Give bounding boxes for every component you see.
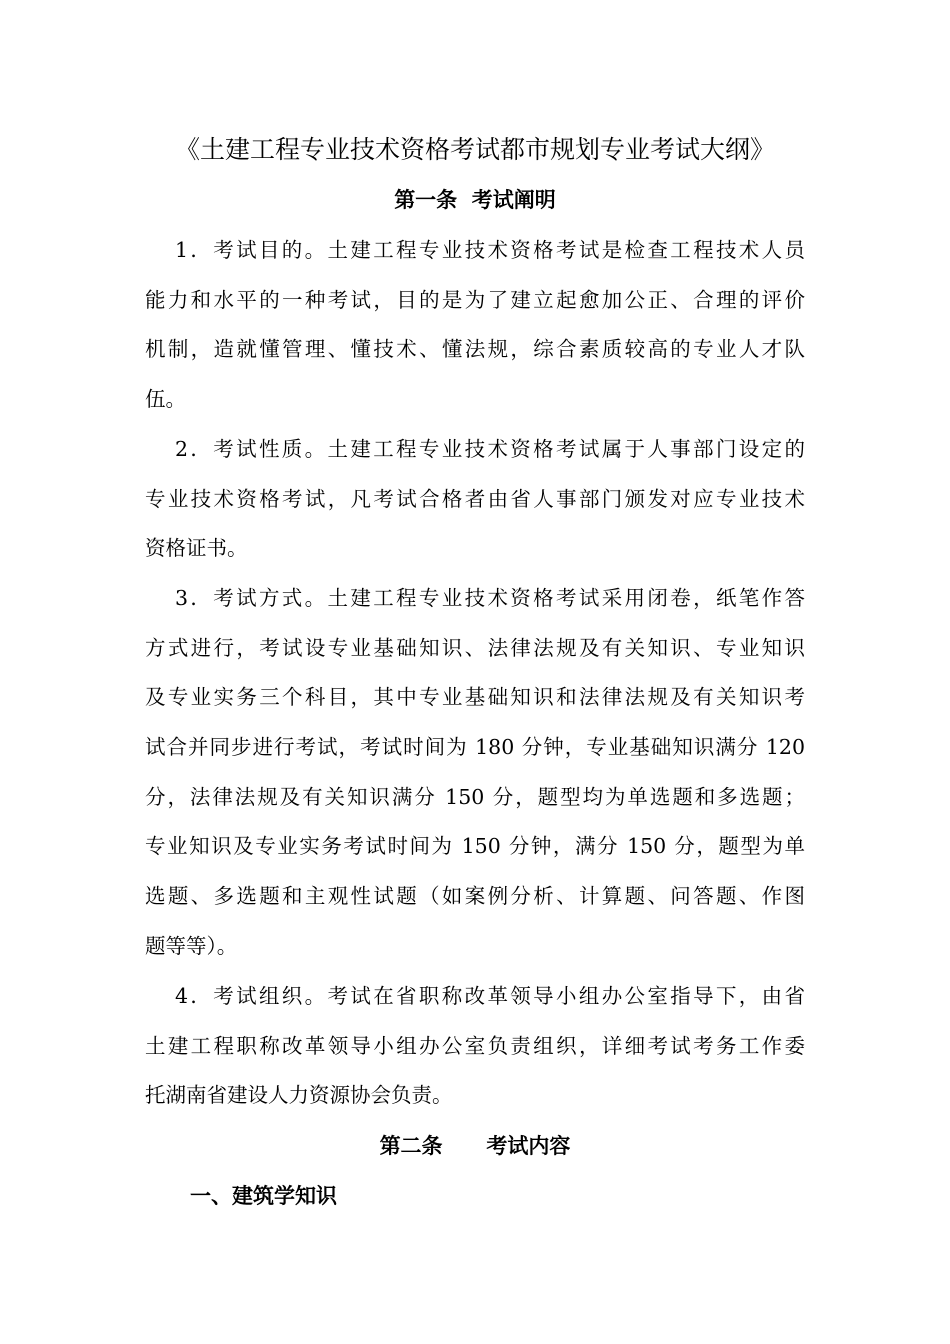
paragraph-line: 分，法律法规及有关知识满分 150 分，题型均为单选题和多选题； xyxy=(145,784,805,809)
paragraph-exam-nature xyxy=(145,425,805,574)
paragraph-line: 伍。 xyxy=(145,387,186,412)
paragraph-line: 资格证书。 xyxy=(145,536,248,561)
paragraph-line: 1．考试目的。土建工程专业技术资格考试是检查工程技术人员 xyxy=(175,238,805,262)
paragraph-line: 试合并同步进行考试，考试时间为 180 分钟，专业基础知识满分 120 xyxy=(145,735,805,760)
paragraph-line: 4．考试组织。考试在省职称改革领导小组办公室指导下，由省 xyxy=(175,984,805,1008)
paragraph-line: 题等等）。 xyxy=(145,933,238,958)
document-title: 《土建工程专业技术资格考试都市规划专业考试大纲》 xyxy=(174,135,775,164)
paragraph-line: 能力和水平的一种考试，目的是为了建立起愈加公正、合理的评价 xyxy=(145,287,805,312)
section-heading-exam-content: 第二条 考试内容 xyxy=(379,1134,571,1158)
paragraph-line: 选题、多选题和主观性试题（如案例分析、计算题、问答题、作图 xyxy=(145,884,805,909)
paragraph-line: 专业知识及专业实务考试时间为 150 分钟，满分 150 分，题型为单 xyxy=(145,834,805,859)
paragraph-line: 2．考试性质。土建工程专业技术资格考试属于人事部门设定的 xyxy=(175,437,805,461)
paragraph-line: 及专业实务三个科目，其中专业基础知识和法律法规及有关知识考 xyxy=(145,685,805,710)
paragraph-exam-organization xyxy=(145,972,805,1121)
paragraph-line: 土建工程职称改革领导小组办公室负责组织，详细考试考务工作委 xyxy=(145,1033,805,1058)
paragraph-line: 方式进行，考试设专业基础知识、法律法规及有关知识、专业知识 xyxy=(145,635,805,660)
paragraph-line: 机制，造就懂管理、懂技术、懂法规，综合素质较高的专业人才队 xyxy=(145,337,805,362)
paragraph-line: 3．考试方式。土建工程专业技术资格考试采用闭卷，纸笔作答 xyxy=(175,586,805,610)
subheading-architecture-knowledge: 一、建筑学知识 xyxy=(190,1184,337,1208)
section-heading-exam-description: 第一条 考试阐明 xyxy=(394,188,556,212)
paragraph-line: 专业技术资格考试，凡考试合格者由省人事部门颁发对应专业技术 xyxy=(145,486,805,511)
paragraph-line: 托湖南省建设人力资源协会负责。 xyxy=(145,1083,453,1108)
paragraph-exam-purpose xyxy=(145,226,805,425)
paragraph-exam-method xyxy=(145,574,805,972)
